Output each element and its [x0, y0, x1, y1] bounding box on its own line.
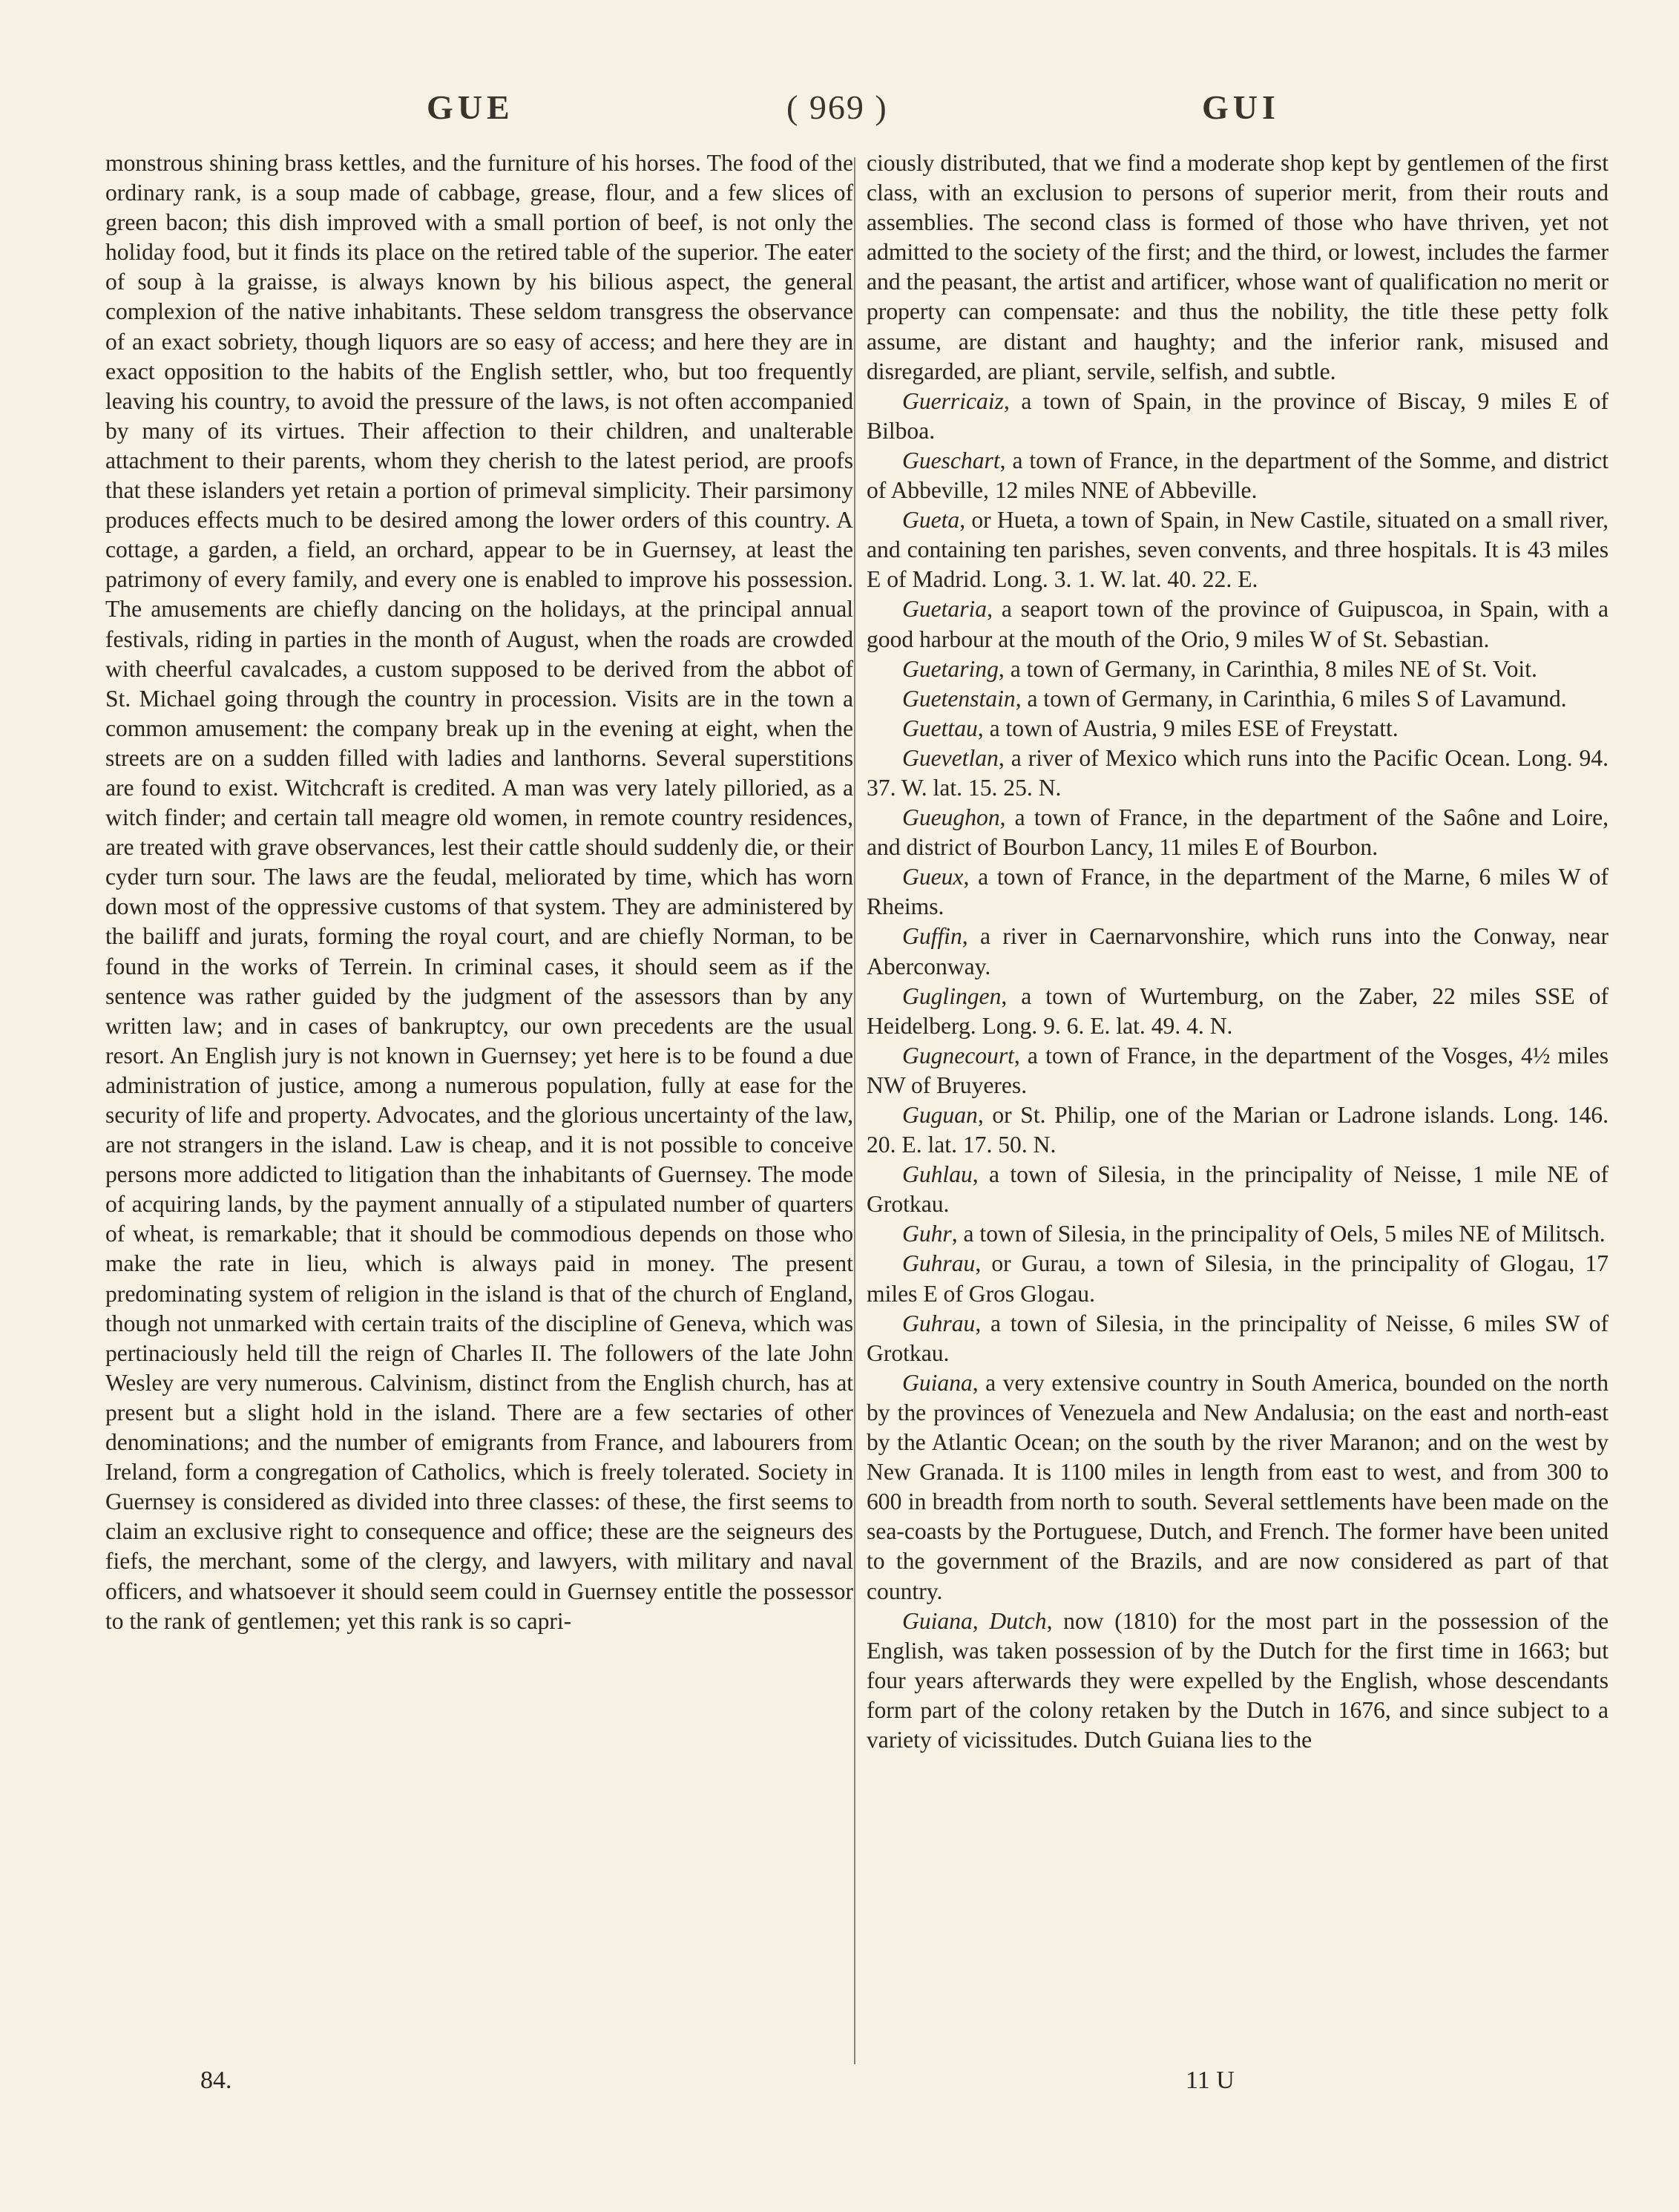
entry-text: , a river in Caernarvonshire, which runs into the Conway, near Aberconway. — [867, 923, 1609, 979]
gazetteer-entry — [867, 1100, 1609, 1160]
entry-text: , a town of Silesia, in the principality of Neisse, 6 miles SW of Grotkau. — [867, 1310, 1609, 1366]
entry-headword: Guhrau — [902, 1250, 976, 1277]
gazetteer-entry — [867, 505, 1609, 594]
gazetteer-entry — [867, 1041, 1609, 1100]
gazetteer-entries — [867, 387, 1609, 1755]
entry-text: , a town of France, in the department of the Saône and Loire, and district of Bourbon Lancy, 11 miles E of Bourbon. — [867, 804, 1609, 861]
gazetteer-entry — [867, 1368, 1609, 1607]
gazetteer-entry — [867, 654, 1609, 684]
entry-text: , a town of France, in the department of the Somme, and district of Abbeville, 12 miles NNE of Abbeville. — [867, 447, 1609, 504]
entry-headword: Guevetlan — [902, 744, 999, 771]
entry-text: , a seaport town of the province of Guipuscoa, in Spain, with a good harbour at the mouth of the Orio, 9 miles W of St. Sebastian. — [867, 596, 1609, 652]
entry-headword: Guetaria — [902, 596, 988, 623]
entry-headword: Guiana, Dutch — [902, 1607, 1047, 1634]
entry-headword: Guglingen — [902, 982, 1002, 1009]
gazetteer-entry — [867, 1219, 1609, 1249]
entry-text: , a town of France, in the department of the Marne, 6 miles W of Rheims. — [867, 864, 1609, 920]
entry-headword: Gugnecourt — [902, 1042, 1014, 1069]
gazetteer-entry — [867, 1249, 1609, 1308]
entry-headword: Guhrau — [902, 1310, 976, 1336]
entry-text: , a very extensive country in South America, bounded on the north by the provinces of Venezuela and New Andalusia; on the east and north-east by the Atlantic Ocean; on the south by the river Maranon; and on the west by New Granada. It is 1100 miles in length from east to west, and from 300 to 600 in breadth from north to south. Several settlements have been made on the sea-coasts by the Portuguese, Dutch, and French. The former have been united to the government of the Brazils, and are now considered as part of that country. — [867, 1369, 1609, 1604]
entry-headword: Guetenstain — [902, 685, 1016, 712]
entry-text: , a town of Germany, in Carinthia, 8 miles NE of St. Voit. — [998, 655, 1537, 682]
left-column-text: monstrous shining brass kettles, and the furniture of his horses. The food of the ordinary rank, is a soup made of cabbage, grease, flour, and a few slices of green bacon; this dish improved with a small portion of beef, is not only the holiday food, but it finds its place on the retired table of the superior. The eater of soup à la graisse, is always known by his bilious aspect, the general complexion of the native inhabitants. These seldom transgress the observance of an exact sobriety, though liquors are so easy of access; and here they are in exact opposition to the habits of the English settler, who, but too frequently leaving his country, to avoid the pressure of the laws, is not often accompanied by many of its virtues. Their affection to their children, and unalterable attachment to their parents, whom they cherish to the latest period, are proofs that these islanders yet retain a portion of primeval simplicity. Their parsimony produces effects much to be desired among the lower orders of this country. A cottage, a garden, a field, an orchard, appear to be in Guernsey, at least the patrimony of every family, and every one is enabled to improve his possession. The amusements are chiefly dancing on the holidays, at the principal annual festivals, riding in parties in the month of August, when the roads are crowded with cheerful cavalcades, a custom supposed to be derived from the abbot of St. Michael going through the country in procession. Visits are in the town a common amusement: the company break up in the evening at eight, when the streets are on a sudden filled with ladies and lanthorns. Several superstitions are found to exist. Witchcraft is credited. A man was very lately pilloried, as a witch finder; and certain tall meagre old women, in remote country residences, are treated with grave observances, lest their cattle should suddenly die, or their cyder turn sour. The laws are the feudal, meliorated by time, which has worn down most of the oppressive customs of that system. They are administered by the bailiff and jurats, forming the royal court, and are chiefly Norman, to be found in the works of Terrein. In criminal cases, it should seem as if the sentence was rather guided by the judgment of the assessors than by any written law; and in cases of bankruptcy, our own precedents are the usual resort. An English jury is not known in Guernsey; yet here is to be found a due administration of justice, among a numerous population, fully at ease for the security of life and property. Advocates, and the glorious uncertainty of the law, are not strangers in the island. Law is cheap, and it is not possible to conceive persons more addicted to litigation than the inhabitants of Guernsey. The mode of acquiring lands, by the payment annually of a stipulated number of quarters of wheat, is remarkable; that it should be commodious depends on those who make the rate in lieu, which is always paid in money. The present predominating system of religion in the island is that of the church of England, though not unmarked with certain traits of the discipline of Geneva, which was pertinaciously held till the reign of Charles II. The followers of the late John Wesley are very numerous. Calvinism, distinct from the English church, has at present but a slight hold in the island. There are a few sectaries of other denominations; and the number of emigrants from France, and labourers from Ireland, form a congregation of Catholics, which is freely tolerated. Society in Guernsey is considered as divided into three classes: of these, the first seems to claim an exclusive right to consequence and office; these are the seigneurs des fiefs, the merchant, some of the clergy, and lawyers, with military and naval officers, and whatsoever it should seem could in Guernsey entitle the possessor to the rank of gentlemen; yet this rank is so capri- — [105, 150, 853, 1634]
entry-text: , or St. Philip, one of the Marian or Ladrone islands. Long. 146. 20. E. lat. 17. 50. N. — [867, 1102, 1609, 1158]
entry-headword: Guiana — [902, 1369, 973, 1396]
gazetteer-entry — [867, 982, 1609, 1041]
entry-text: , a town of Wurtemburg, on the Zaber, 22 miles SSE of Heidelberg. Long. 9. 6. E. lat. 49. 4. N. — [867, 982, 1609, 1039]
catchword-mark: 11 U — [1186, 2067, 1235, 2094]
entry-headword: Guhr — [902, 1221, 952, 1247]
entry-text: , a town of Silesia, in the principality of Neisse, 1 mile NE of Grotkau. — [867, 1161, 1609, 1218]
column-rule — [854, 157, 855, 2064]
entry-headword: Gueux — [902, 864, 964, 890]
continuation-text: ciously distributed, that we find a moderate shop kept by gentlemen of the first class, with an exclusion to persons of superior merit, from their routs and assemblies. The second class is formed of those who have thriven, yet not admitted to the society of the first; and the third, or lowest, includes the farmer and the peasant, the artist and artificer, whose want of qualification no merit or property can compensate: and thus the nobility, the title these petty folk assume, are distant and haughty; and the inferior rank, misused and disregarded, are pliant, servile, selfish, and subtle. — [867, 150, 1609, 384]
entry-headword: Guetaring — [902, 655, 999, 682]
gazetteer-entry — [867, 744, 1609, 803]
entry-headword: Guerricaiz — [902, 387, 1004, 414]
entry-text: , or Hueta, a town of Spain, in New Castile, situated on a small river, and containing ten parishes, seven convents, and three hospitals. It is 43 miles E of Madrid. Long. 3. 1. W. lat. 40. 22. E. — [867, 507, 1609, 593]
gazetteer-entry — [867, 684, 1609, 714]
entry-text: , or Gurau, a town of Silesia, in the principality of Glogau, 17 miles E of Gros Glogau. — [867, 1250, 1609, 1307]
page-number: ( 969 ) — [786, 88, 888, 126]
gazetteer-entry — [867, 714, 1609, 744]
gazetteer-entry — [867, 446, 1609, 505]
header-right: GUI — [1202, 88, 1280, 126]
entry-headword: Guettau — [902, 715, 978, 741]
entry-text: , a town of Germany, in Carinthia, 6 miles S of Lavamund. — [1015, 685, 1567, 712]
gazetteer-entry — [867, 922, 1609, 981]
left-column — [105, 148, 853, 1636]
entry-text: , a town of France, in the department of the Vosges, 4½ miles NW of Bruyeres. — [867, 1042, 1609, 1098]
header-left: GUE — [427, 88, 514, 126]
gazetteer-entry — [867, 803, 1609, 862]
gazetteer-entry — [867, 1160, 1609, 1219]
entry-headword: Guhlau — [902, 1161, 973, 1188]
gazetteer-entry — [867, 1607, 1609, 1755]
entry-text: , now (1810) for the most part in the possession of the English, was taken possession of by the Dutch for the first time in 1663; but four years afterwards they were expelled by the English, whose descendants form part of the colony retaken by the Dutch in 1676, and since subject to a variety of vicissitudes. Dutch Guiana lies to the — [867, 1607, 1609, 1753]
right-column — [867, 148, 1609, 1755]
running-header — [0, 88, 1679, 132]
gazetteer-entry — [867, 594, 1609, 654]
entry-text: , a town of Austria, 9 miles ESE of Freystatt. — [977, 715, 1399, 741]
gazetteer-entry — [867, 387, 1609, 446]
signature-mark: 84. — [200, 2067, 232, 2094]
gazetteer-entry — [867, 1309, 1609, 1368]
entry-text: , a town of Spain, in the province of Biscay, 9 miles E of Bilboa. — [867, 387, 1609, 444]
entry-text: , a town of Silesia, in the principality of Oels, 5 miles NE of Militsch. — [951, 1221, 1606, 1247]
entry-headword: Guffin — [902, 923, 962, 950]
entry-headword: Guguan — [902, 1102, 978, 1128]
entry-text: , a river of Mexico which runs into the Pacific Ocean. Long. 94. 37. W. lat. 15. 25. N. — [867, 744, 1609, 801]
entry-headword: Gueta — [902, 507, 960, 534]
entry-headword: Gueughon — [902, 804, 1000, 831]
gazetteer-entry — [867, 862, 1609, 922]
entry-headword: Gueschart — [902, 447, 1000, 473]
